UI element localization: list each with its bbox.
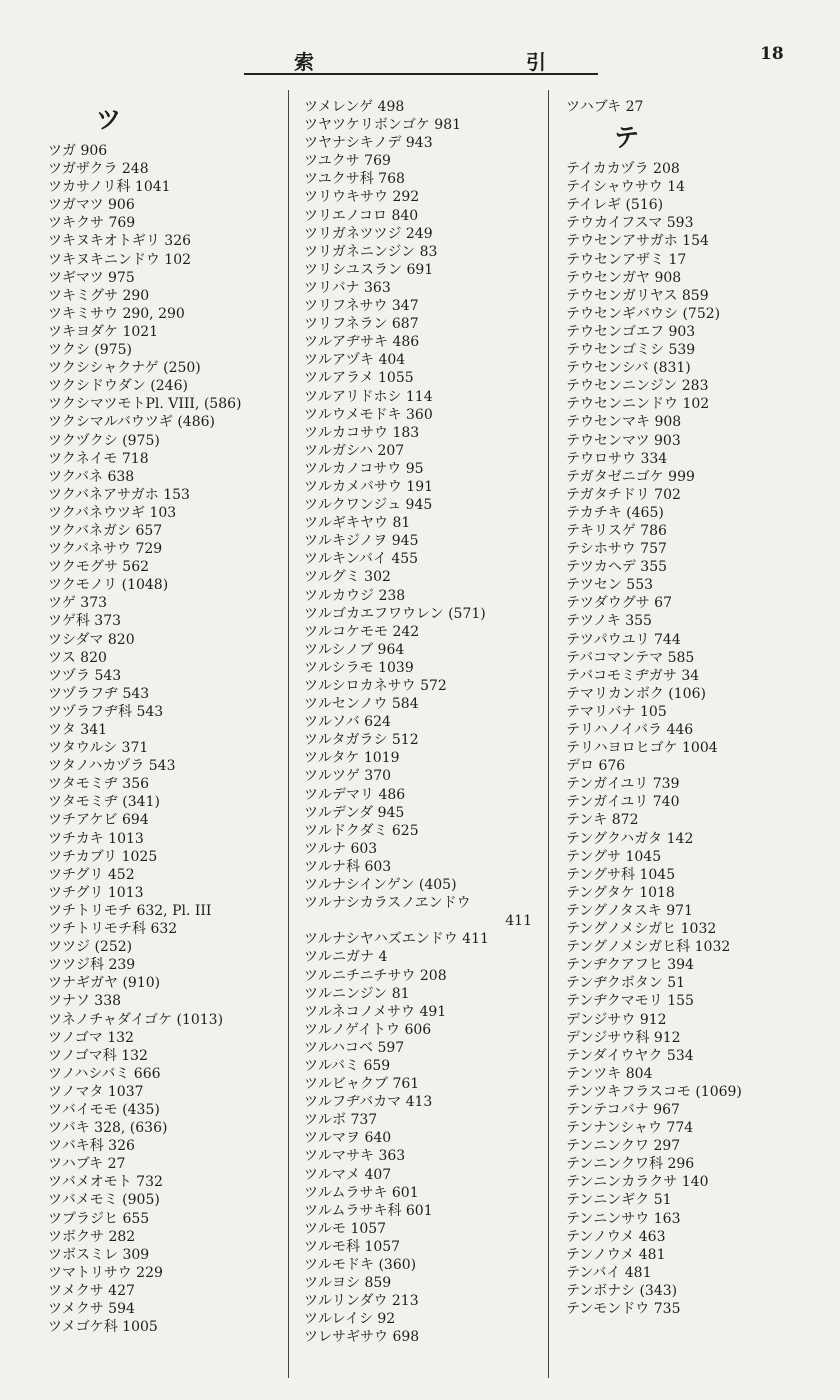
index-entry: ツネノチャダイゴケ (1013) [48,1011,224,1028]
index-entry: ツルゴカエフワウレン (571) [304,605,486,622]
index-entry: ツルマメ 407 [304,1166,392,1183]
index-entry: ツルヨシ 859 [304,1275,392,1292]
index-entry: テンナンシャウ 774 [566,1120,694,1137]
index-entry: ツルレイシ 92 [304,1311,396,1328]
index-entry: テウセンアサガホ 154 [566,233,709,250]
index-entry: テキリスゲ 786 [566,522,667,539]
index-entry: テリハノイバラ 446 [566,722,694,738]
index-entry: ツチグリ 452 [48,866,135,883]
index-entry: ツルカノコサウ 95 [304,460,424,477]
index-entry: テンヂクマモリ 155 [566,993,694,1010]
index-entry: ツボクサ 282 [48,1228,136,1245]
index-entry: テカチキ (465) [566,504,664,521]
index-entry: ツルナ 603 [304,840,378,857]
index-entry: ツマトリサウ 229 [48,1264,163,1281]
index-entry: テウセンマキ 908 [566,414,682,431]
index-entry: ツルマサキ 363 [304,1148,406,1165]
index-entry: ツルドクダミ 625 [304,822,419,839]
index-entry: テウセンゴミシ 539 [566,342,696,359]
index-entry: テツダウグサ 67 [566,595,672,612]
index-entry: ツクシシャクナゲ (250) [48,360,201,377]
index-entry: ツヅラフヂ科 543 [48,703,164,720]
index-entry: ツリガネツツジ 249 [304,225,433,242]
index-entry: ツクシドウダン (246) [48,378,188,395]
index-entry: テウセンシバ (831) [566,360,691,377]
index-entry: ツクシマツモトPl. VIII, (586) [48,396,242,413]
index-entry: ツユクサ 769 [304,153,391,170]
index-entry: ツルニガナ 4 [304,949,388,966]
index-entry: ツヅラフヂ 543 [48,685,150,702]
index-entry: ツナソ 338 [48,993,122,1010]
index-entry: ツタ 341 [48,722,108,738]
index-entry: テウセンニンドウ 102 [566,396,710,413]
index-entry: テツノキ 355 [566,613,652,630]
index-entry: ツルキジノヲ 945 [304,533,419,550]
page-number: 18 [760,44,784,64]
index-entry: ツルガシハ 207 [304,442,405,459]
index-entry: ツルコケモモ 242 [304,623,420,640]
index-entry: ツバメオモト 732 [48,1174,163,1191]
index-entry: テンキ 872 [566,812,639,829]
index-entry: ツルクワンジュ 945 [304,497,433,514]
index-entry: ツキヌキオトギリ 326 [48,233,192,250]
index-entry: ツルツゲ 370 [304,768,392,785]
index-entry: テングサ科 1045 [566,866,676,883]
index-entry: ツクバネアサガホ 153 [48,486,190,503]
index-entry: ツタモミヂ 356 [48,776,150,793]
index-entry: ツリシユスラン 691 [304,261,434,278]
column-divider-1 [288,90,289,1378]
index-entry: ツルタガラシ 512 [304,732,419,749]
index-entry: テンノウメ 481 [566,1246,666,1263]
index-entry: ツブラジヒ 655 [48,1210,150,1227]
index-entry: ツユクサ科 768 [304,171,405,188]
index-entry: ツタノハカヅラ 543 [48,758,176,775]
index-entry: ツルカメバサウ 191 [304,478,434,495]
index-entry: ツメクサ 427 [48,1282,135,1299]
index-entry: ツバキ科 326 [48,1138,135,1155]
index-entry: ツリフネラン 687 [304,316,419,333]
index-entry: ツルネコノメサウ 491 [304,1003,447,1020]
index-entry: テバコマンテマ 585 [566,649,695,666]
index-entry: テイレギ (516) [566,197,664,214]
index-entry: ツルナシカラスノヱンドウ [304,895,471,912]
index-entry: ツガマツ 906 [48,197,135,214]
index-entry: ツヤナシキノデ 943 [304,135,433,152]
index-entry: テウカイフスマ 593 [566,215,694,232]
index-entry: ツルノゲイトウ 606 [304,1021,432,1038]
index-entry: ツタモミヂ (341) [48,794,160,811]
index-entry: ツルアラメ 1055 [304,370,414,387]
index-entry: テリハヨロヒゴケ 1004 [566,740,718,757]
index-entry: テンニンクワ科 296 [566,1156,695,1173]
index-entry: ツルバミ 659 [304,1057,391,1074]
index-entry: ツバメモミ (905) [48,1192,160,1209]
index-entry: ツチカブリ 1025 [48,848,158,865]
index-entry: テンツキ 804 [566,1065,653,1082]
index-entry: ツルニンジン 81 [304,985,410,1002]
index-entry: テウセンガヤ 908 [566,269,682,286]
index-entry: ツクシマルバウツギ (486) [48,414,215,431]
index-entry: ツキミグサ 290 [48,287,150,304]
index-entry: ツルアヂサキ 486 [304,334,420,351]
index-entry: ツクバネ 638 [48,468,135,485]
index-entry: ツルカコサウ 183 [304,424,420,441]
header-left-char: 索 [294,50,314,74]
index-entry: テングサ 1045 [566,848,662,865]
index-entry: ツヅラ 543 [48,667,122,684]
index-entry: テンガイユリ 740 [566,794,680,811]
index-entry: ツルモ 1057 [304,1220,387,1237]
index-entry: ツガザクラ 248 [48,161,149,178]
index-entry: ツルニチニチサウ 208 [304,967,447,984]
index-entry: ツツジ (252) [48,939,133,956]
index-entry: テングタケ 1018 [566,884,675,901]
index-entry: ツルカウジ 238 [304,587,406,604]
index-entry: ツクモノリ (1048) [48,577,169,594]
index-entry: テンニンサウ 163 [566,1210,681,1227]
index-entry: ツナギガヤ (910) [48,975,161,992]
index-entry: ツハブキ 27 [48,1156,126,1173]
index-entry: デロ 676 [566,758,626,775]
index-entry: テンヂクボタン 51 [566,975,686,992]
index-entry: ツレサギサウ 698 [304,1329,420,1346]
index-entry: ツリウキサウ 292 [304,189,420,206]
index-entry: ツゲ科 373 [48,613,122,630]
index-entry: テウセンギバウシ (752) [566,305,721,322]
index-entry: ツス 820 [48,649,107,666]
index-entry: テンニンクワ 297 [566,1138,681,1155]
index-entry: ツルハコベ 597 [304,1039,405,1056]
index-entry: デンジサウ 912 [566,1011,667,1028]
index-entry: ツリガネニンジン 83 [304,243,438,260]
index-entry: ツルデンダ 945 [304,804,405,821]
index-entry: ツリバナ 363 [304,279,391,296]
index-entry: テンヂクアフヒ 394 [566,957,694,974]
index-entry: ツボスミレ 309 [48,1246,150,1263]
index-entry: テイカカヅラ 208 [566,161,680,178]
index-entry: テンボナシ (343) [566,1282,678,1299]
index-entry: ツキミサウ 290, 290 [48,305,185,322]
index-entry: テウセンマツ 903 [566,432,681,449]
index-entry: ツクヅクシ (975) [48,432,160,449]
index-entry: テマリカンボク (106) [566,685,706,702]
header-rule [244,73,598,75]
index-entry: ツクバネウツギ 103 [48,504,177,521]
index-entry: ツリエノコロ 840 [304,207,419,224]
index-entry: ツヤツケリボンゴケ 981 [304,117,462,134]
index-entry: ツルキンバイ 455 [304,551,419,568]
index-entry: テングノタスキ 971 [566,902,693,919]
index-entry: テウロサウ 334 [566,450,668,467]
index-entry: テツカヘデ 355 [566,559,668,576]
index-entry: ツバイモモ (435) [48,1101,160,1118]
index-entry: ツバキ 328, (636) [48,1120,168,1137]
index-entry: テウセンアザミ 17 [566,251,687,268]
index-entry: ツルソバ 624 [304,714,391,731]
index-entry: テングノメシガヒ 1032 [566,921,717,938]
index-entry: デンジサウ科 912 [566,1029,681,1046]
index-entry: ツルシロカネサウ 572 [304,678,447,694]
index-entry: ツチグリ 1013 [48,884,144,901]
index-entry: テウセンニンジン 283 [566,378,709,395]
index-entry: テンバイ 481 [566,1264,652,1281]
index-entry: ツルムラサキ 601 [304,1184,419,1201]
index-entry: ツノゴマ 132 [48,1029,134,1046]
index-entry: ツクバネガシ 657 [48,522,163,539]
column-divider-2 [548,90,549,1378]
index-entry: テウセンゴエフ 903 [566,323,696,340]
index-entry: ツチトリモチ科 632 [48,921,178,938]
index-entry: ツルリンダウ 213 [304,1293,419,1310]
index-entry: ツキヌキニンドウ 102 [48,251,192,268]
index-entry: ツメクサ 594 [48,1301,135,1317]
index-entry: テンガイユリ 739 [566,776,680,793]
index-entry: ツキクサ 769 [48,215,136,232]
index-column-3 [566,98,802,1318]
index-entry: テマリバナ 105 [566,703,667,720]
index-entry: ツルムラサキ科 601 [304,1202,433,1219]
index-entry: テングクハガタ 142 [566,830,694,847]
index-entry: テツセン 553 [566,577,654,594]
index-entry: ツクバネサウ 729 [48,541,163,558]
index-entry: テンノウメ 463 [566,1228,666,1245]
index-entry: テシホサウ 757 [566,541,667,558]
index-entry: テガタチドリ 702 [566,486,681,503]
index-entry: テンニンギク 51 [566,1192,672,1209]
index-entry: テンテコバナ 967 [566,1101,680,1118]
index-entry: テガタゼニゴケ 999 [566,468,695,485]
index-entry: ツガ 906 [48,143,108,159]
index-entry: 411 [505,913,532,930]
index-entry: ツノゴマ科 132 [48,1047,148,1064]
index-entry: テンダイウヤク 534 [566,1047,694,1064]
index-entry: ツメゴケ科 1005 [48,1319,158,1336]
index-entry: ツルマヲ 640 [304,1130,392,1147]
index-entry: ツカサノリ科 1041 [48,179,171,196]
section-heading: テ [614,123,640,153]
index-entry: テバコモミヂガサ 34 [566,667,700,684]
index-entry: テウセンガリヤス 859 [566,287,709,304]
index-entry: ツメレンゲ 498 [304,99,405,115]
index-entry: ツノマタ 1037 [48,1083,144,1100]
index-entry: ツルビャクブ 761 [304,1076,420,1093]
index-entry: ツタウルシ 371 [48,740,149,757]
index-entry: ツクネイモ 718 [48,450,149,467]
index-entry: テイシャウサウ 14 [566,179,686,196]
index-entry: ツクモグサ 562 [48,559,150,576]
index-entry: ツノハシバミ 666 [48,1065,161,1082]
index-entry: ツルセンノウ 584 [304,696,419,713]
index-entry: ツチトリモチ 632, Pl. III [48,902,212,919]
index-entry: ツゲ 373 [48,595,108,612]
running-header [0,44,840,84]
index-entry: ツルシラモ 1039 [304,659,414,676]
index-entry: ツルナシインゲン (405) [304,877,457,894]
header-right-char: 引 [526,50,546,74]
index-column-2 [304,98,540,1346]
index-entry: ツルモドキ (360) [304,1257,417,1273]
index-entry: ツルナ科 603 [304,858,392,875]
index-entry: ツハブキ 27 [566,99,644,115]
index-entry: ツルアヅキ 404 [304,352,406,369]
index-entry: ツルギキヤウ 81 [304,515,411,532]
index-entry: ツルフヂバカマ 413 [304,1094,433,1111]
index-entry: ツクシ (975) [48,342,132,359]
index-entry: テンモンドウ 735 [566,1301,681,1317]
index-entry: ツツジ科 239 [48,957,136,974]
index-entry: ツルシノブ 964 [304,641,405,658]
index-entry: テンニンカラクサ 140 [566,1174,709,1191]
index-entry: ツルグミ 302 [304,569,391,586]
index-entry: テングノメシガヒ科 1032 [566,939,731,956]
section-heading: ツ [96,105,122,134]
index-entry: ツルモ科 1057 [304,1238,401,1255]
index-entry: テツパウユリ 744 [566,631,681,648]
index-entry: ツルアリドホシ 114 [304,388,433,405]
index-entry: ツルナシヤハズエンドウ 411 [304,931,489,948]
index-entry: ツチカキ 1013 [48,830,144,847]
index-entry: ツチアケビ 694 [48,812,149,829]
index-entry: ツキヨダケ 1021 [48,323,159,340]
index-entry: ツギマツ 975 [48,269,135,286]
index-entry: テンツキフラスコモ (1069) [566,1083,742,1100]
index-entry: ツルボ 737 [304,1112,378,1129]
index-entry: ツルデマリ 486 [304,786,406,803]
index-entry: ツルタケ 1019 [304,750,400,767]
index-entry: ツルウメモドキ 360 [304,406,433,423]
index-column-1 [48,98,280,1336]
index-entry: ツリフネサウ 347 [304,298,419,315]
index-entry: ツシダマ 820 [48,631,135,648]
